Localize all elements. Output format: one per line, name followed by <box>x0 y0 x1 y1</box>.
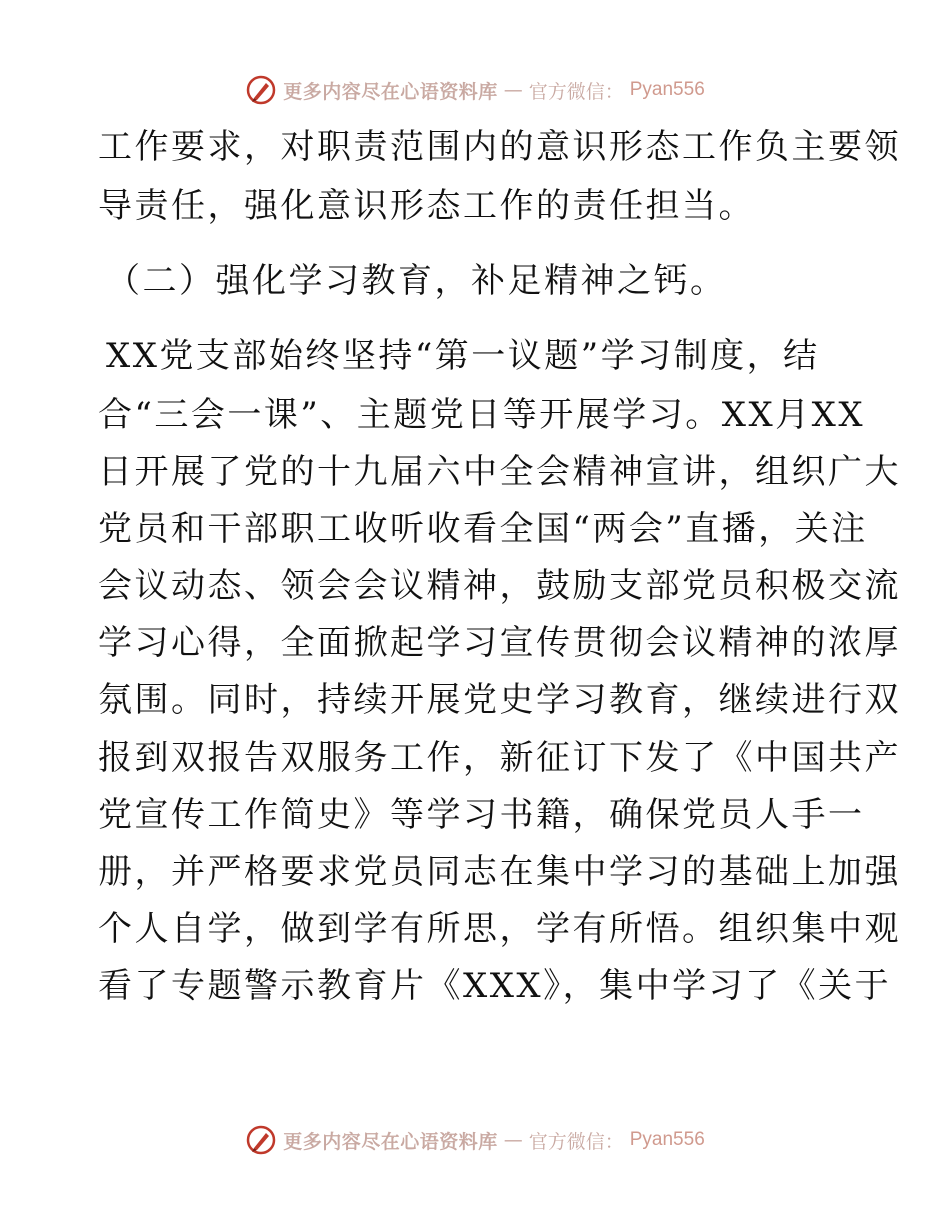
text-line: 氛围。同时，持续开展党史学习教育，继续进行双 <box>98 680 901 720</box>
text-line: 报到双报告双服务工作，新征订下发了《中国共产 <box>98 738 901 778</box>
text-line: 党员和干部职工收听收看全国“两会”直播，关注 <box>98 509 868 549</box>
watermark-header <box>0 70 950 110</box>
text-line: 看了专题警示教育片《XXX》，集中学习了《关于 <box>98 966 892 1006</box>
watermark-site-text: 更多内容尽在心语资料库 <box>283 80 498 103</box>
text-line: 会议动态、领会会议精神，鼓励支部党员积极交流 <box>98 566 901 606</box>
text-line: 日开展了党的十九届六中全会精神宣讲，组织广大 <box>98 452 901 492</box>
watermark-wechat-id: Pyan556 <box>629 1129 705 1150</box>
watermark-separator: — <box>503 79 523 101</box>
watermark-label: 官方微信： <box>528 1130 624 1153</box>
text-line: 个人自学，做到学有所思，学有所悟。组织集中观 <box>98 909 901 949</box>
text-line: XX党支部始终坚持“第一议题”学习制度，结 <box>106 336 820 376</box>
text-line: 工作要求，对职责范围内的意识形态工作负主要领 <box>98 127 901 167</box>
text-line: 册，并严格要求党员同志在集中学习的基础上加强 <box>98 852 901 892</box>
watermark-separator: — <box>503 1129 523 1151</box>
pen-logo-icon <box>245 1124 277 1156</box>
pen-logo-icon <box>245 74 277 106</box>
text-line: 合“三会一课”、主题党日等开展学习。XX月XX <box>98 395 866 435</box>
text-line: 党宣传工作简史》等学习书籍，确保党员人手一 <box>98 795 865 835</box>
text-line: 学习心得，全面掀起学习宣传贯彻会议精神的浓厚 <box>98 623 901 663</box>
section-heading: （二）强化学习教育，补足精神之钙。 <box>106 261 727 301</box>
watermark-wechat-id: Pyan556 <box>629 79 705 100</box>
watermark-footer <box>0 1120 950 1160</box>
text-line: 导责任，强化意识形态工作的责任担当。 <box>98 186 755 226</box>
watermark-label: 官方微信： <box>528 80 624 103</box>
watermark-site-text: 更多内容尽在心语资料库 <box>283 1130 498 1153</box>
